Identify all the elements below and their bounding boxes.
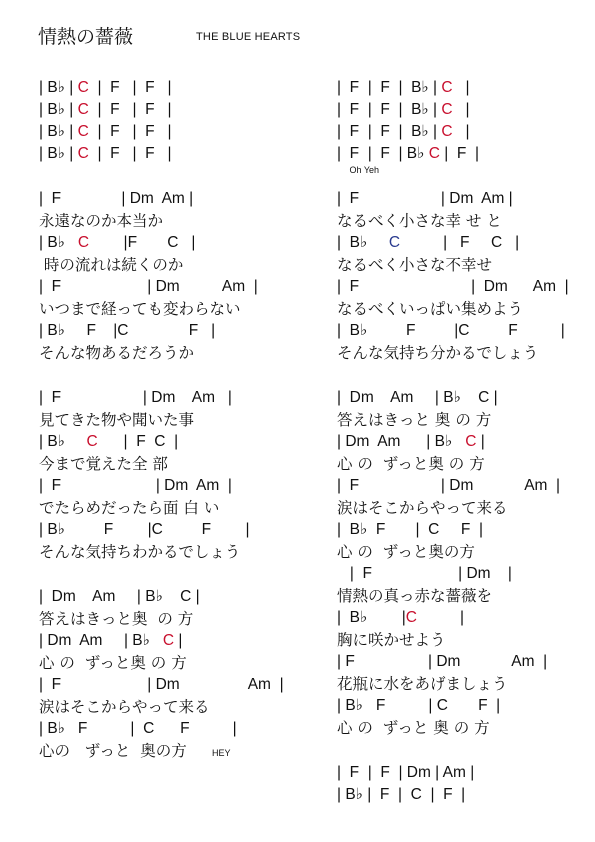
chord-text: Oh Yeh xyxy=(337,165,380,175)
lyric-line xyxy=(337,717,490,739)
chord-line xyxy=(337,276,569,298)
chord-line xyxy=(39,387,232,409)
chord-text: | B♭ | xyxy=(39,123,78,140)
chord-text: | B♭ | F | C | F | xyxy=(337,786,466,803)
lyric-line xyxy=(39,740,187,762)
chord-text: | B♭ xyxy=(39,234,78,251)
chord-text: | F | Dm Am | xyxy=(39,278,258,295)
chord-text: | F | F | Dm | Am | xyxy=(337,764,475,781)
song-title: 情熱の薔薇 xyxy=(38,26,134,48)
chord-text: | F | Dm | xyxy=(337,565,512,582)
chord-text: | B♭ F |C F | xyxy=(39,322,216,339)
lyric-text: 涙はそこからやって来る xyxy=(337,499,508,517)
chord-text: | F C | xyxy=(97,433,179,450)
lyric-text: なるべくいっぱい集めよう xyxy=(337,300,524,318)
chord-text: | F | Dm Am | xyxy=(39,190,194,207)
chord-text: | F | F | B♭ | xyxy=(337,101,442,118)
chord-text: | F | Dm Am | xyxy=(39,676,284,693)
chord-text: | Dm Am | B♭ C | xyxy=(337,389,498,406)
chord-text: | F | F | B♭ | xyxy=(337,79,442,96)
lyric-line xyxy=(337,254,492,276)
chord-text: | B♭ | xyxy=(39,79,78,96)
lyric-line xyxy=(39,541,240,563)
chord-line xyxy=(337,99,470,121)
chord-text: | F | Dm Am | xyxy=(39,477,232,494)
chord-text: | B♭ F |C F | xyxy=(337,322,565,339)
lyric-text: そんな物あるだろうか xyxy=(39,344,195,362)
lyric-text: なるべく小さな幸 せ と xyxy=(337,212,502,230)
chord-text: | B♭ xyxy=(39,433,87,450)
lyric-text: そんな気持ち分かるでしょう xyxy=(337,344,539,362)
lyric-line xyxy=(39,652,187,674)
lyric-line xyxy=(337,298,523,320)
chord-text: | B♭ F |C F | xyxy=(39,521,250,538)
highlighted-chord: C xyxy=(405,609,417,626)
chord-text: | xyxy=(476,433,485,450)
lyric-text: そんな気持ちわかるでしょう xyxy=(39,543,241,561)
chord-line xyxy=(39,121,172,143)
chord-text: | F | Dm Am | xyxy=(337,190,513,207)
chord-line xyxy=(39,431,178,453)
highlighted-chord: C xyxy=(77,234,90,251)
lyric-text: 見てきた物や聞いた事 xyxy=(39,411,195,429)
annotation-line xyxy=(337,165,379,176)
lyric-text: 心 の ずっと奥の方 xyxy=(337,543,475,561)
lyric-line xyxy=(337,342,538,364)
chord-text: | F | Dm Am | xyxy=(39,389,232,406)
chord-text: | F C | xyxy=(400,234,520,251)
chord-text: | F | Dm Am | xyxy=(337,653,548,670)
lyric-text: 時の流れは続くのか xyxy=(39,256,184,274)
lyric-line xyxy=(39,210,163,232)
chord-line xyxy=(39,586,200,608)
lyric-text: 答えはきっと奥 の 方 xyxy=(39,610,194,628)
chord-text: | B♭ F | C F | xyxy=(337,521,483,538)
lyric-line xyxy=(39,497,219,519)
lyric-line xyxy=(337,409,491,431)
highlighted-chord: C xyxy=(441,79,453,96)
chord-line xyxy=(337,651,547,673)
chord-text: | xyxy=(452,79,470,96)
lyric-line xyxy=(337,629,446,651)
highlighted-chord: C xyxy=(77,123,89,140)
lyric-line xyxy=(337,585,492,607)
chord-line xyxy=(337,695,500,717)
artist-name: THE BLUE HEARTS xyxy=(196,31,301,43)
lyric-line xyxy=(39,298,241,320)
chord-text: | F | F | xyxy=(88,101,172,118)
chord-text: | B♭ F | C F | xyxy=(337,697,501,714)
chord-text: |F C | xyxy=(89,234,196,251)
lyric-text: 答えはきっと 奥 の 方 xyxy=(337,411,492,429)
chord-text: | xyxy=(452,101,470,118)
lyric-text: 胸に咲かせよう xyxy=(337,631,446,649)
chord-text: | F | F | B♭ | xyxy=(337,123,442,140)
lyric-text: でたらめだったら面 白 い xyxy=(39,499,220,517)
chord-text: | B♭ F | C F | xyxy=(39,720,237,737)
chord-line xyxy=(39,77,172,99)
chord-text: | Dm Am | B♭ C | xyxy=(39,588,200,605)
highlighted-chord: C xyxy=(428,145,440,162)
lyric-text: 心 の ずっと奥 の 方 xyxy=(39,654,187,672)
chord-line xyxy=(337,188,513,210)
chord-line xyxy=(337,121,470,143)
chord-text: | xyxy=(416,609,465,626)
chord-line xyxy=(39,143,172,165)
chord-text: | B♭ xyxy=(337,234,389,251)
chord-text: | F | F | xyxy=(88,79,172,96)
chord-line xyxy=(337,475,560,497)
highlighted-chord: C xyxy=(77,145,89,162)
chord-text: | F | F | B♭ xyxy=(337,145,429,162)
chord-text: | F | Dm Am | xyxy=(337,278,569,295)
chord-line xyxy=(39,276,258,298)
chord-text: | B♭ | xyxy=(337,609,406,626)
chord-line xyxy=(39,320,215,342)
lyric-line xyxy=(39,342,194,364)
lyric-text: 心の ずっと 奥の方 xyxy=(39,742,187,760)
lyric-text: 情熱の真っ赤な薔薇を xyxy=(337,587,493,605)
lyric-text: 今まで覚えた全 部 xyxy=(39,455,168,473)
chord-line xyxy=(39,188,193,210)
highlighted-chord: C xyxy=(465,433,477,450)
chord-line xyxy=(337,784,465,806)
chord-line xyxy=(337,563,512,585)
chord-line xyxy=(337,519,483,541)
lyric-text: なるべく小さな不幸せ xyxy=(337,256,493,274)
lyric-text: いつまで経っても変わらない xyxy=(39,300,241,318)
chord-line xyxy=(39,718,237,740)
lyric-line xyxy=(39,608,193,630)
chord-line xyxy=(39,519,250,541)
lyric-text: 心 の ずっと 奥 の 方 xyxy=(337,719,490,737)
lyric-line xyxy=(39,453,168,475)
chord-line xyxy=(337,762,474,784)
lyric-text: 花瓶に水をあげましょう xyxy=(337,675,508,693)
lyric-line xyxy=(39,696,210,718)
lyric-line xyxy=(337,453,485,475)
highlighted-chord: C xyxy=(441,123,453,140)
chord-line xyxy=(337,77,470,99)
highlighted-chord: C xyxy=(388,234,401,251)
highlighted-chord: C xyxy=(162,632,175,649)
lyric-line xyxy=(39,254,183,276)
lyric-line xyxy=(337,541,475,563)
highlighted-chord: C xyxy=(86,433,98,450)
chord-line xyxy=(39,674,284,696)
lyric-line xyxy=(337,497,508,519)
chord-line xyxy=(337,607,464,629)
chord-line xyxy=(337,320,565,342)
chord-line xyxy=(337,232,519,254)
chord-line xyxy=(39,99,172,121)
chord-text: | B♭ | xyxy=(39,101,78,118)
chord-text: | Dm Am | B♭ xyxy=(39,632,163,649)
chord-text: | xyxy=(452,123,470,140)
chord-text: | F | F | xyxy=(88,145,172,162)
chord-line xyxy=(337,431,485,453)
chord-line xyxy=(39,630,182,652)
highlighted-chord: C xyxy=(441,101,453,118)
chord-text: | xyxy=(174,632,183,649)
chord-line xyxy=(337,143,479,165)
chord-text: | F | Dm Am | xyxy=(337,477,561,494)
chord-line xyxy=(39,475,232,497)
chord-text: | B♭ | xyxy=(39,145,78,162)
lyric-line xyxy=(39,409,194,431)
lyric-text: 心 の ずっと奥 の 方 xyxy=(337,455,485,473)
lyric-text: 涙はそこからやって来る xyxy=(39,698,210,716)
chord-line xyxy=(337,387,498,409)
chord-line xyxy=(39,232,195,254)
chord-text: | F | xyxy=(439,145,479,162)
chord-text: | F | F | xyxy=(88,123,172,140)
lyric-line xyxy=(337,210,502,232)
chord-text: | Dm Am | B♭ xyxy=(337,433,466,450)
annotation-text: HEY xyxy=(212,748,231,758)
highlighted-chord: C xyxy=(77,101,89,118)
lyric-text: 永遠なのか本当か xyxy=(39,212,164,230)
highlighted-chord: C xyxy=(77,79,89,96)
lyric-line xyxy=(337,673,508,695)
